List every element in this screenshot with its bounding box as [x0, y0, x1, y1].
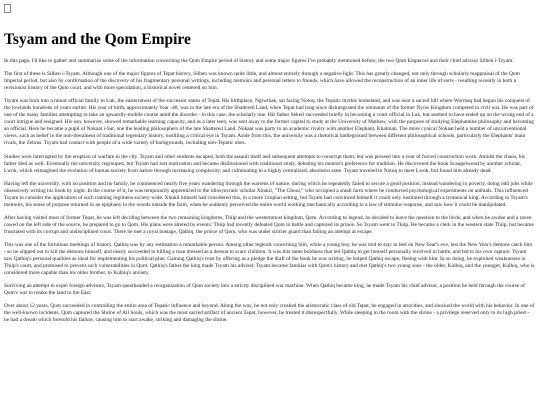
article-body [4, 30, 535, 330]
page-icon [4, 4, 11, 13]
paragraph-early-life: Tsyam was born into a minor official family in Luk, the easternmost of the successor states of Tepat. His birthplace, Ngiwthak, sat facing Notoq, the Tepatic mythic homeland, and was near a sacred hill where Wormaq had begun his conquest of the lowlands hundreds of years earlier. His year of birth, approximately Year -40, was in the late era of the Shattered Land, when Tepat had long since disintegrated the remnants of the former Nyow Kingdom competed in civil war. He was part of one of the many families attempting to take an upwardly-mobile course amid the disorder - in this case, the scholarly one. His father Sekeil succeeded briefly in becoming a court official in Luk, but seemed to have ended up on the wrong end of a court intrigue and resigned. His son, however, showed remarkable learning capacity, and as a later teen, was sent away to the former capital to study at the University of Mathew, with the purpose of studying Elephantine philosophy and becoming an official. Here he became a pupil of Nokaat i-Sat, one the leading philosophers of the late Shattered Land. Nokaat was party to an academic rivalry with another Elephant, Khalman. The more cynical Nokaat held a number of unconventional views, such as belief in the non-literalness of traditional legendary history, instilling a critical eye in Tsyam. Aside from this, the university was a rhetorical battleground between different philosophical schools, particularly the Elephants' main rivals, the Zebras. Tsyam had contact with people of a wide variety of backgrounds, including non-Tepatic ones. [4, 98, 534, 147]
paragraph-thiip: After having visited most of former Tepat, he was left deciding between the two remaining kingdoms, Thiip and the westernmost kingdom, Qom. According to legend, he decided to leave the question to the birds, and when he awoke and a raven cawed on the left side of the source, he prepared to go to Qom. His plans were altered by events: Thiip had recently defeated Qom in battle and captured its prince. So Tsyam went to Thiip. He became a clerk in the western state Thiip, but became frustrated with its corrupt and undisciplined court. There he met a royal hostage, Qathiq, the prince of Qom, who was under stricter guard than failing an attempt at escape. [4, 214, 534, 235]
paragraph-wandering: Having left the university, with no position and no family, he commenced nearly five years wandering through the warrens of nature, during which he repeatedly failed to secure a good position, instead wandering in poverty, doing odd jobs while obsessively writing his book by night. In the course of it, he was temporarily apprenticed to the idiosyncratic scholar Xhukil, "The Ghoul," who occupied a small farm where he conducted psychological experiments on animals. This influenced Tsyam to consider the application of such training regimens society-wide. Xhukil himself had considered this, in a more Utopian setting, but Tsyam had convinced himself it could only instituted through a tyrannical king. According to Tsyam's memoirs, his sense of purpose returned in an epiphany in the woods outside the farm, when he suddenly perceived the entire world working mechanically according to a law of stimulus response, and saw how it could be manipulated. [4, 180, 533, 208]
paragraph-silhen-intro: The first of these is Silhen i-Tsyam. Although one of the major figures of Tepat history, Silhen was known quite little, and almost entirely through a negative light. This has greatly changed, not only through scholarly reappraisal of the Qom Imperial period, but also by confirmation of the discovery of his fragmentary personal writings, including memoirs and personal letters to friends, which have allowed the reconstruction of an inner life of sorts - resulting recently in both a revisionist history of the Qom court, and with more speculation, a historical novel centered on him. [4, 71, 520, 92]
paragraph-reorganization: Surviving an attempt to expel foreign advisors, Tsyam spearheaded a reorganization of Qom society into a strictly disciplined war machine. When Qathiq became king, he made Tsyam his chief advisor, a position he held through the course of Qom's war to retake the land to the East. [4, 283, 525, 297]
paragraph-conquest: Over about 12 years, Qom succeeded in controlling the entire area of Tepatic influence and beyond. Along the way, he not only crushed the aristocratic class of old Tepat, he engaged in atrocities, and shocked the world with his behavior. In one of the well-known incidents, Qom captured the Shrine of All Souls, which was the most sacred artifact of ancient Tepat, however, he treated it disrespectfully. While sleeping in the room with the shrine - a privilege reserved only to its high priest - he had a dream which foretold his failure, causing him to start awake, striking and damaging the shrine. [4, 303, 535, 324]
paragraph-intro: In this page, I'd like to gather and summarize some of the information concerning the Qom Empire period of history and some major figures I've probably mentioned before, the two Qom Emperors and their chief advisor Silhen i-Tsyam. [4, 58, 514, 64]
paragraph-studies: Studies were interrupted by the eruption of warfare in the city. Tsyam and other students escaped, both the assault itself and subsequent attempts to conscript them, but was pressed into a year of forced construction work. Amidst the chaos, his father died as well. Eventually the university regrouped, but Tsyam had lost motivation and became disillusioned with traditional study, debating his mentor's preference for tradition. He discovered the book Scaugelwood by another scholar, Lwok, which reimagined the evolution of human society from nature through increasing complexity, and culminating in a highly centralized, absolutist state. Tsyam traveled to Notoq to meet Lwok, but found him already dead. [4, 153, 526, 174]
paragraph-qathiq: This was one of the fortuitous meetings of history. Qathiq was by any estimation a remarkable person. Among other legends concerning him, while a young boy, he was told to stay in bed on New Year's eve, lest the New Year's demons catch him - so he slipped out to kill the demons himself, and nearly succeeded in killing a man dressed as a demon to scare children. It was this same boldness that led Qathiq to get himself personally involved in battle, and led to his own capture. Tsyam saw Qathiq's personal qualities as ideal for implementing his political plan. Gaining Qathiq's trust by offering as a pledge the draft of the book he was writing, he helped Qathiq escape, fleeing with him. In so doing, he exploited weaknesses in Thiip's court, and promised to prevent such vulnerabilities in Qom. Qathiq's father the king made Tsyam his adviser. Tsyam became familiar with Qom's history and met Qathiq's two young sons - the older, Kulhiq, and the younger, Kulhiq, who is considered more capable than his older brother, to Kulhiq's anxiety. [4, 241, 535, 277]
page-title: Tsyam and the Qom Empire [4, 31, 191, 48]
